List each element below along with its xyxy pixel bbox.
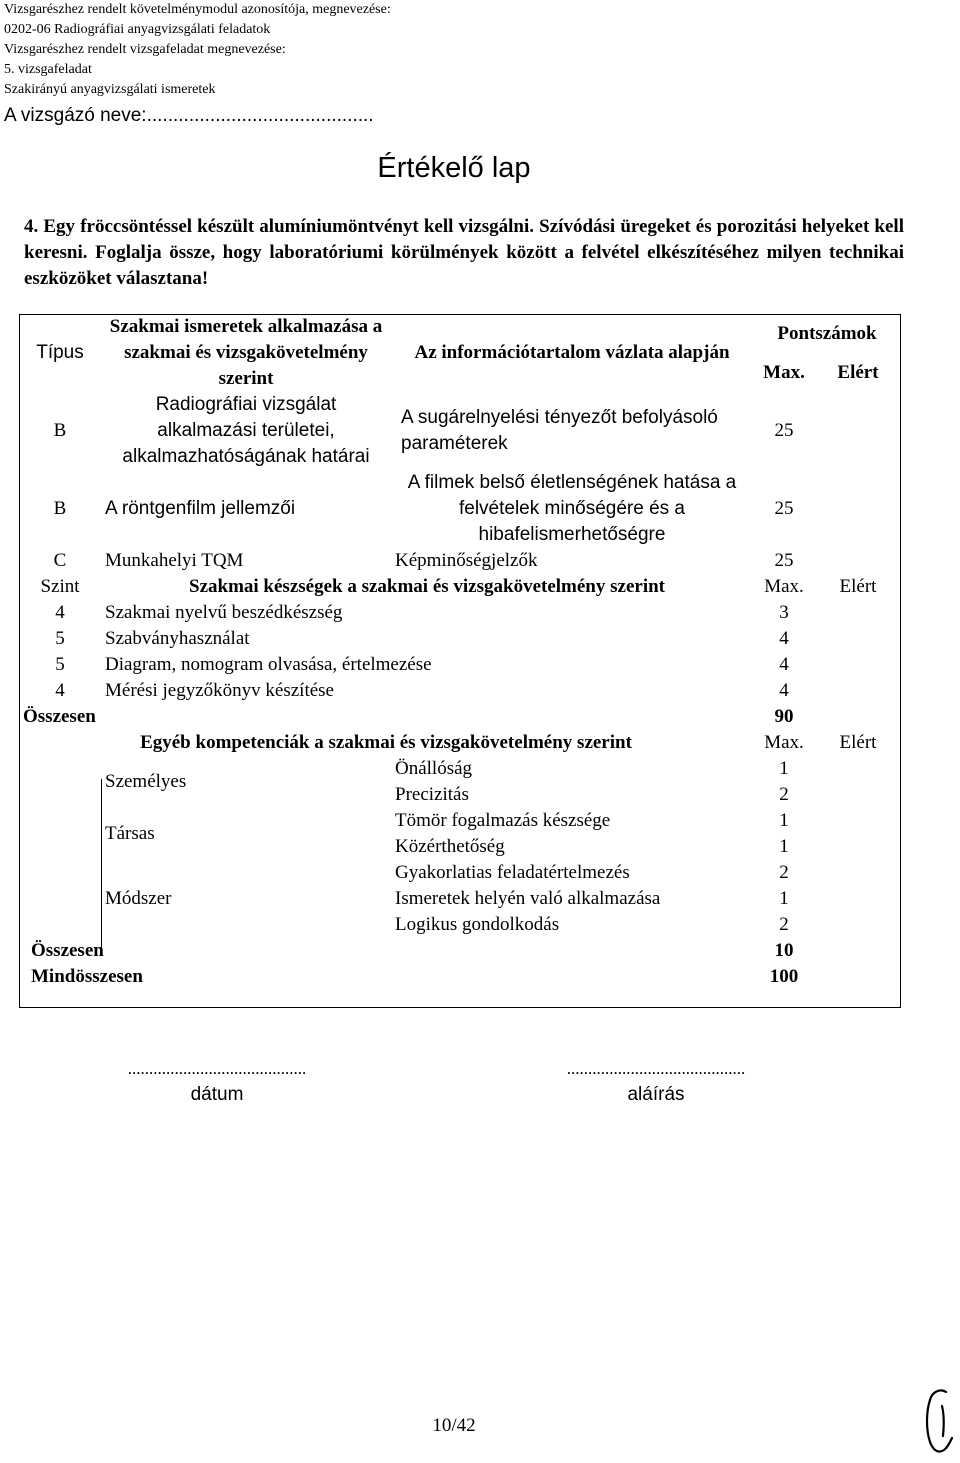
max-header: Max.: [764, 732, 804, 753]
competence-header: Egyéb kompetenciák a szakmai és vizsgakövetelmény szerint: [140, 732, 632, 753]
achieved-header: Elért: [839, 576, 877, 597]
topic-cell: Radiográfiai vizsgálat alkalmazási területei, alkalmazhatóságának határai: [122, 394, 370, 467]
level-cell: 4: [55, 602, 65, 623]
skills-header-row: [19, 574, 901, 600]
max-cell: 25: [774, 498, 794, 519]
max-cell: 25: [774, 550, 794, 571]
table-row: [19, 470, 901, 548]
table-row: [19, 652, 901, 678]
table-row: [19, 678, 901, 704]
initials-mark-icon: [922, 1386, 956, 1458]
achieved-cell[interactable]: [815, 678, 901, 704]
sign-label: aláírás: [627, 1084, 685, 1105]
max-cell: 4: [779, 680, 789, 701]
achieved-cell[interactable]: [815, 704, 901, 730]
skill-cell: Mérési jegyzőkönyv készítése: [105, 680, 334, 701]
level-cell: 4: [55, 680, 65, 701]
grand-total-label: Mindösszesen: [31, 966, 143, 987]
competence-item: Önállóság: [395, 758, 473, 779]
competence-header-row: [19, 730, 901, 756]
header-line: Vizsgarészhez rendelt vizsgafeladat megnevezése:: [4, 42, 286, 57]
type-cell: C: [53, 550, 67, 571]
knowledge-header: Szakmai ismeretek alkalmazása a szakmai és vizsgakövetelmény szerint: [109, 316, 383, 389]
achieved-cell[interactable]: [815, 600, 901, 626]
page-title: Értékelő lap: [377, 152, 531, 184]
header-line: 0202-06 Radiográfiai anyagvizsgálati feladatok: [4, 22, 271, 37]
header-line: Vizsgarészhez rendelt követelménymodul azonosítója, megnevezése:: [4, 2, 391, 17]
achieved-cell[interactable]: [815, 782, 901, 808]
topic-cell: Munkahelyi TQM: [105, 550, 244, 571]
header-line: Szakirányú anyagvizsgálati ismeretek: [4, 82, 216, 97]
achieved-cell[interactable]: [815, 886, 901, 912]
achieved-header: Elért: [837, 361, 879, 383]
table-row: [19, 548, 901, 574]
date-label: dátum: [190, 1084, 244, 1105]
level-cell: 5: [55, 628, 65, 649]
achieved-cell[interactable]: [815, 808, 901, 834]
max-cell: 2: [779, 914, 789, 935]
max-cell: 1: [779, 836, 789, 857]
examinee-name-line: A vizsgázó neve:...........................................: [4, 105, 374, 126]
date-signature-block: [86, 1056, 348, 1108]
skill-cell: Szabványhasználat: [105, 628, 250, 649]
max-cell: 1: [779, 758, 789, 779]
subtotal-row: [19, 938, 901, 964]
subtotal-max: 10: [774, 940, 794, 961]
achieved-cell[interactable]: [815, 756, 901, 782]
skills-header: Szakmai készségek a szakmai és vizsgakövetelmény szerint: [189, 576, 665, 597]
max-cell: 3: [779, 602, 789, 623]
achieved-cell[interactable]: [815, 626, 901, 652]
competence-item: Logikus gondolkodás: [395, 914, 560, 935]
points-header: Pontszámok: [777, 322, 877, 344]
competence-item: Precizitás: [395, 784, 469, 805]
header-line: 5. vizsgafeladat: [4, 62, 92, 77]
max-cell: 25: [774, 420, 794, 441]
grand-total-row: [19, 964, 901, 990]
topic-cell: A röntgenfilm jellemzői: [105, 498, 296, 519]
max-header: Max.: [764, 576, 804, 597]
competence-item: Tömör fogalmazás készsége: [395, 810, 611, 831]
competence-item: Gyakorlatias feladatértelmezés: [395, 862, 630, 883]
competence-group: Társas: [105, 823, 155, 844]
skill-cell: Szakmai nyelvű beszédkészség: [105, 602, 343, 623]
max-cell: 2: [779, 784, 789, 805]
document-header: [4, 0, 391, 100]
achieved-cell[interactable]: [815, 938, 901, 964]
type-cell: B: [53, 420, 67, 441]
table-row: [19, 600, 901, 626]
achieved-cell[interactable]: [815, 392, 901, 470]
competence-group: Módszer: [105, 888, 172, 909]
achieved-cell[interactable]: [815, 964, 901, 990]
competence-item: Ismeretek helyén való alkalmazása: [395, 888, 661, 909]
table-row: [19, 756, 901, 782]
max-header: Max.: [763, 361, 805, 383]
skill-cell: Diagram, nomogram olvasása, értelmezése: [105, 654, 432, 675]
max-cell: 4: [779, 654, 789, 675]
subtotal-max: 90: [774, 706, 794, 727]
table-row: [19, 860, 901, 886]
competence-group: Személyes: [105, 771, 187, 792]
level-cell: 5: [55, 654, 65, 675]
content-cell: A filmek belső életlenségének hatása a felvételek minőségére és a hibafelismerhetőségre: [407, 472, 737, 545]
table-row: [19, 392, 901, 470]
subtotal-label: Összesen: [31, 940, 104, 961]
achieved-cell[interactable]: [815, 860, 901, 886]
subtotal-row: [19, 704, 901, 730]
competence-item: Közérthetőség: [395, 836, 505, 857]
competence-divider: [101, 779, 102, 955]
content-cell: Képminőségjelzők: [395, 550, 538, 571]
sign-dots[interactable]: ..........................................: [566, 1059, 746, 1078]
achieved-header: Elért: [839, 732, 877, 753]
task-description: 4. Egy fröccsöntéssel készült alumíniumöntvényt kell vizsgálni. Szívódási üregeket és porozitási helyeket kell keresni. Foglalja össze, hogy laboratóriumi körülmények között a felvétel elkészítéséhez milyen technikai eszközöket választana!: [24, 216, 904, 289]
table-row: [19, 626, 901, 652]
date-dots[interactable]: ..........................................: [127, 1059, 307, 1078]
content-cell: A sugárelnyelési tényezőt befolyásoló paraméterek: [401, 407, 718, 454]
achieved-cell[interactable]: [815, 652, 901, 678]
table-header-row: [19, 314, 901, 353]
grand-total-max: 100: [769, 966, 799, 987]
page-number: 10/42: [432, 1415, 476, 1436]
table-row: [19, 808, 901, 834]
evaluation-table: [19, 314, 901, 990]
max-cell: 1: [779, 810, 789, 831]
achieved-cell[interactable]: [815, 912, 901, 938]
content-header: Az információtartalom vázlata alapján: [414, 342, 730, 363]
subtotal-label: Összesen: [23, 706, 96, 727]
sign-signature-block: [525, 1056, 787, 1108]
type-cell: B: [53, 498, 67, 519]
max-cell: 1: [779, 888, 789, 909]
max-cell: 4: [779, 628, 789, 649]
level-header: Szint: [40, 576, 80, 597]
achieved-cell[interactable]: [815, 470, 901, 548]
achieved-cell[interactable]: [815, 548, 901, 574]
type-header: Típus: [36, 342, 84, 363]
max-cell: 2: [779, 862, 789, 883]
achieved-cell[interactable]: [815, 834, 901, 860]
